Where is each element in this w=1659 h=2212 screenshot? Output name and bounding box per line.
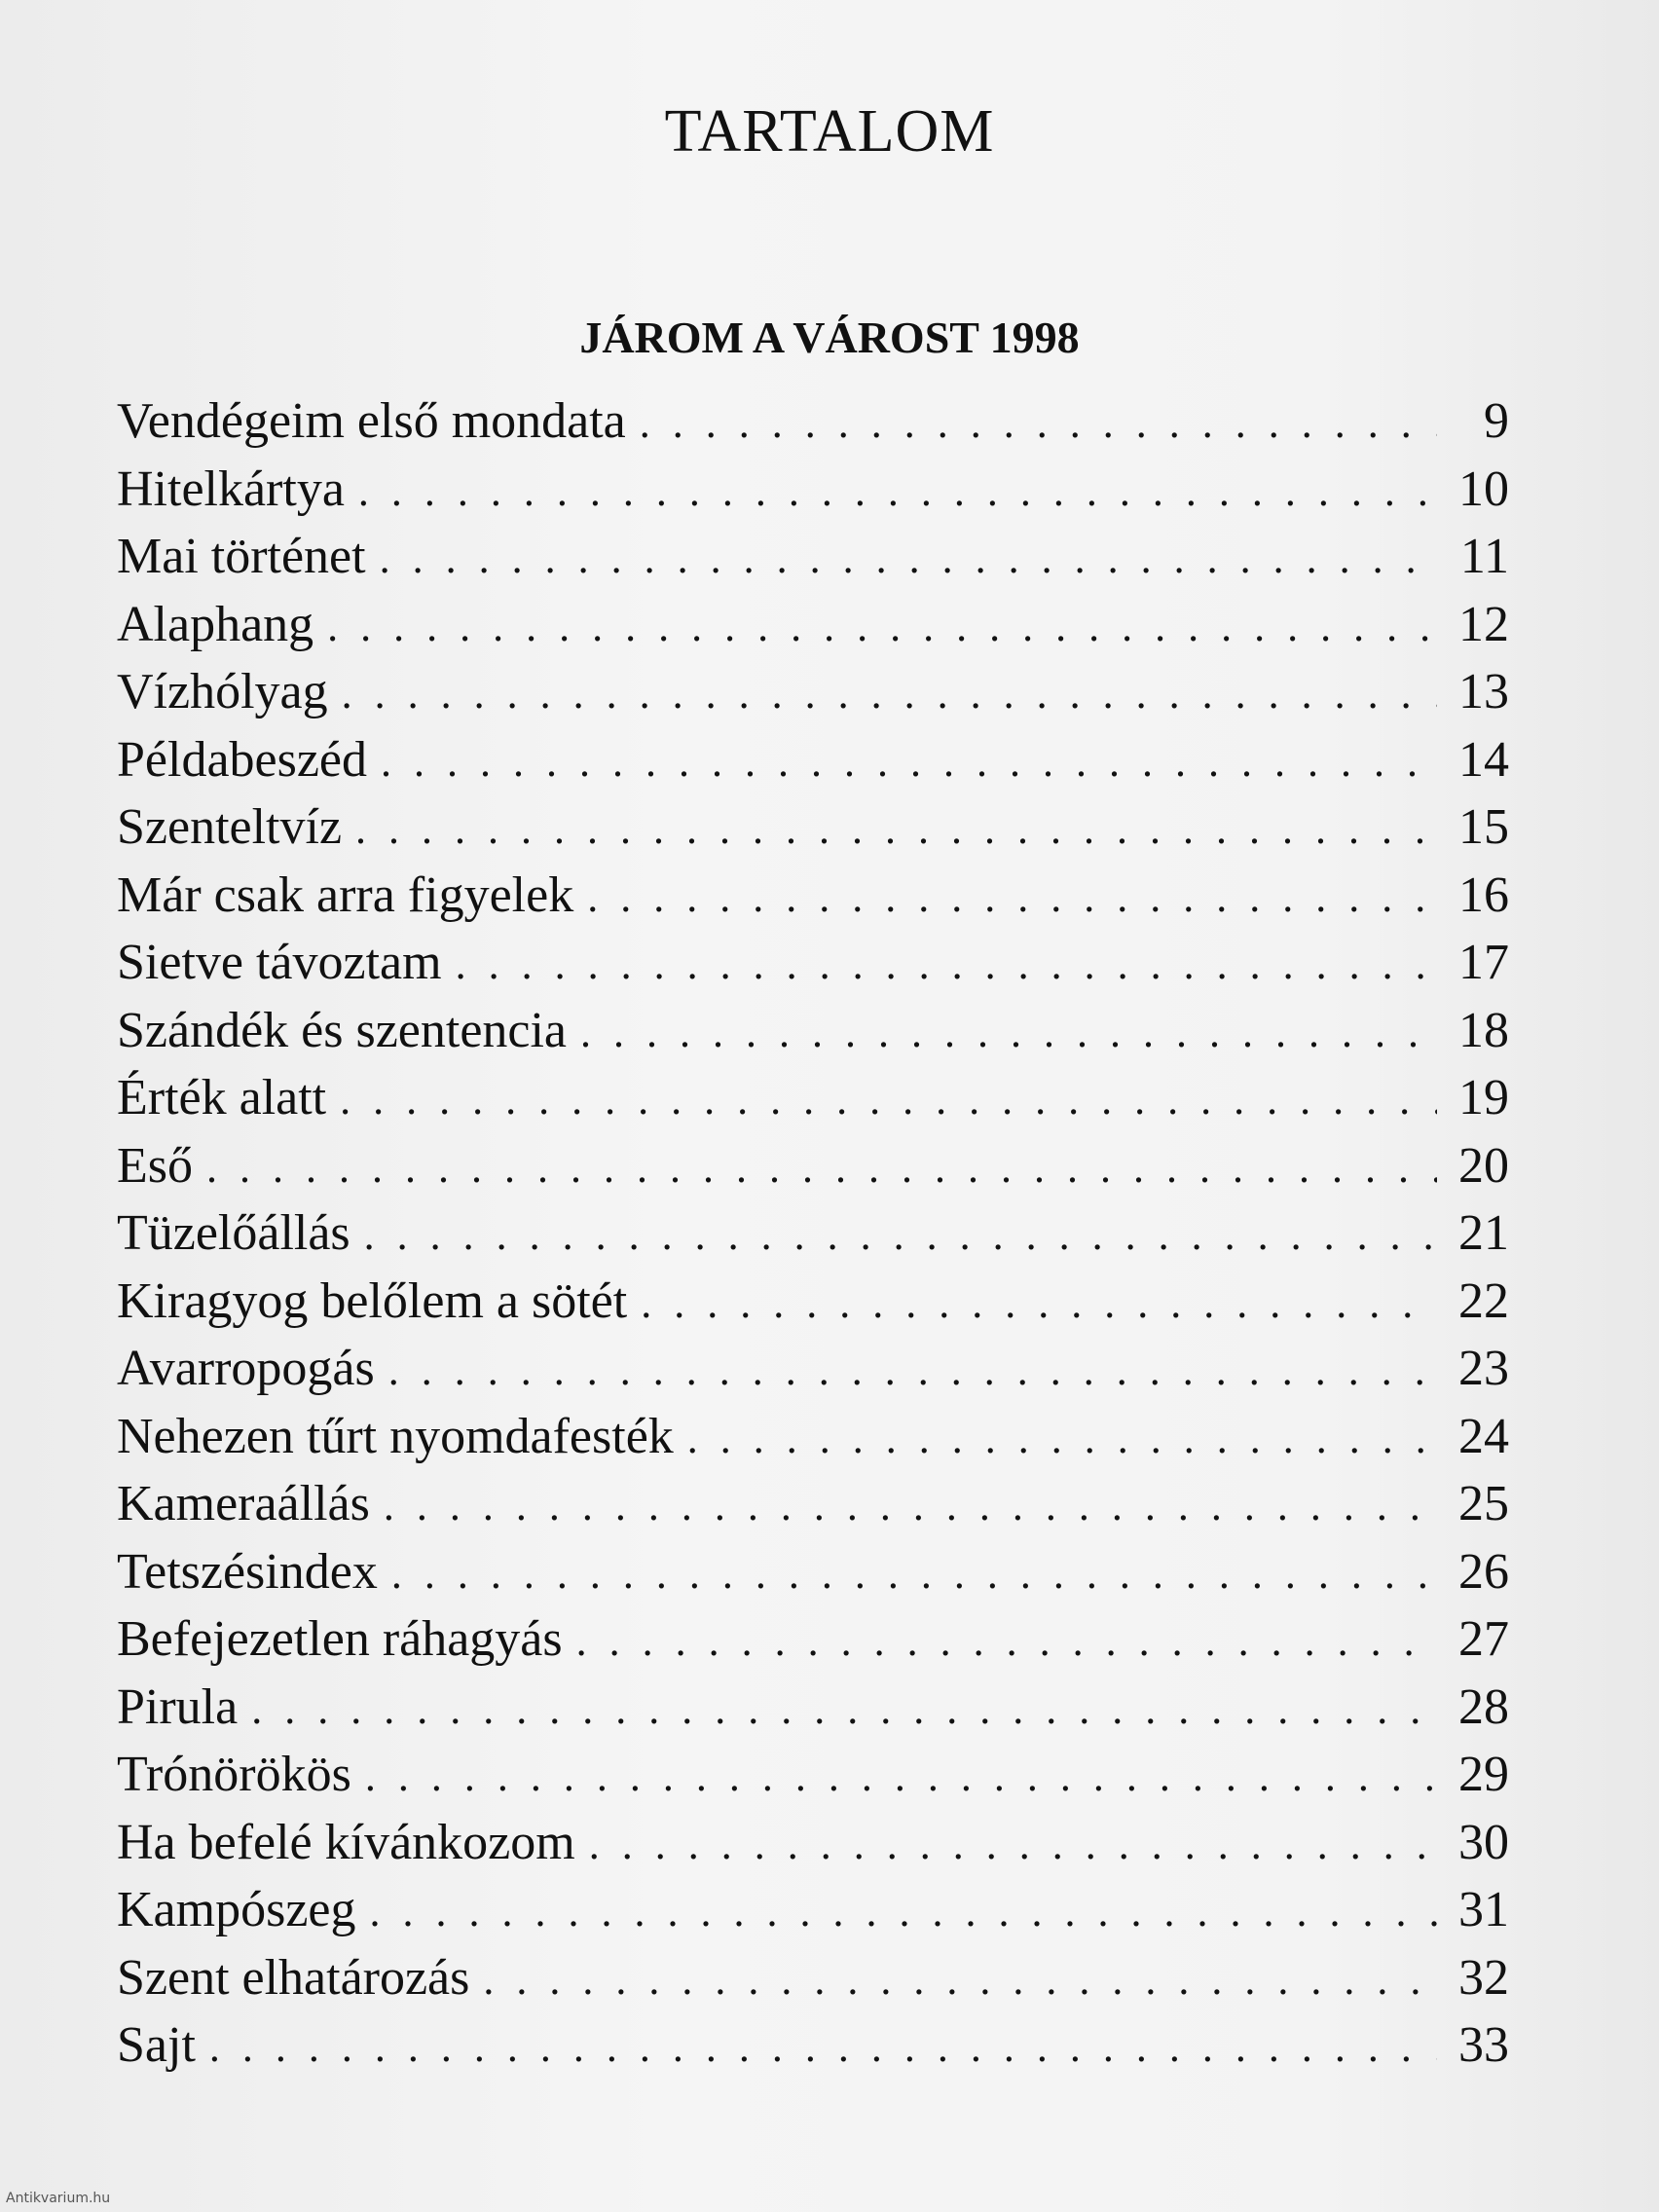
toc-entry	[117, 1876, 1509, 1944]
dot-leader	[641, 1270, 1437, 1338]
toc-entry	[117, 387, 1509, 456]
dot-leader	[369, 1878, 1437, 1946]
dot-leader	[327, 593, 1437, 661]
dot-leader	[587, 864, 1437, 932]
toc-entry	[117, 658, 1509, 726]
toc-entry-title: Alaphang	[117, 596, 314, 652]
toc-entry	[117, 1199, 1509, 1268]
dot-leader	[381, 728, 1437, 796]
dot-leader	[380, 525, 1437, 593]
dot-leader	[365, 1743, 1437, 1811]
toc-entry-page-number: 9	[1484, 393, 1509, 449]
toc-entry-title: Mai történet	[117, 529, 366, 584]
page-title: TARTALOM	[664, 98, 995, 165]
toc-entry	[117, 523, 1509, 591]
toc-entry	[117, 1132, 1509, 1200]
toc-entry-page-number: 17	[1458, 935, 1509, 990]
toc-entry	[117, 1335, 1509, 1403]
toc-entry-title: Befejezetlen ráhagyás	[117, 1611, 563, 1667]
toc-entry	[117, 1538, 1509, 1606]
toc-entry-page-number: 22	[1458, 1272, 1509, 1329]
toc-entry-title: Példabeszéd	[117, 731, 368, 788]
toc-entry-title: Nehezen tűrt nyomdafesték	[117, 1408, 674, 1464]
toc-entry-page-number: 14	[1458, 731, 1509, 788]
toc-entry	[117, 726, 1509, 794]
toc-entry-title: Vízhólyag	[117, 664, 328, 719]
toc-entry-title: Kampószeg	[117, 1882, 356, 1937]
dot-leader	[388, 1337, 1437, 1405]
toc-entry	[117, 997, 1509, 1065]
toc-entry-page-number: 33	[1458, 2017, 1509, 2073]
toc-entry	[117, 1064, 1509, 1132]
toc-entry-title: Avarropogás	[117, 1341, 375, 1396]
dot-leader	[342, 660, 1437, 728]
toc-entry-title: Tetszésindex	[117, 1543, 378, 1600]
dot-leader	[384, 1472, 1437, 1540]
toc-entry	[117, 2011, 1509, 2080]
dot-leader	[589, 1811, 1437, 1879]
toc-entry	[117, 793, 1509, 862]
table-of-contents	[117, 387, 1509, 2080]
toc-entry-title: Sajt	[117, 2017, 196, 2073]
toc-entry-title: Szándék és szentencia	[117, 1002, 568, 1058]
dot-leader	[456, 931, 1437, 999]
toc-entry-page-number: 16	[1458, 866, 1509, 923]
toc-entry-page-number: 24	[1458, 1408, 1509, 1464]
toc-entry-title: Eső	[117, 1137, 193, 1194]
dot-leader	[576, 1607, 1437, 1676]
toc-entry	[117, 1403, 1509, 1471]
section-heading: JÁROM A VÁROST 1998	[579, 313, 1080, 362]
toc-entry-title: Ha befelé kívánkozom	[117, 1814, 575, 1870]
toc-entry-page-number: 18	[1458, 1002, 1509, 1058]
dot-leader	[209, 2013, 1437, 2082]
toc-entry-page-number: 32	[1458, 1949, 1509, 2006]
toc-entry-page-number: 15	[1458, 799, 1509, 855]
toc-entry	[117, 862, 1509, 930]
toc-entry-title: Kiragyog belőlem a sötét	[117, 1272, 628, 1329]
dot-leader	[640, 389, 1437, 458]
toc-entry-title: Szenteltvíz	[117, 799, 343, 855]
watermark: Antikvarium.hu	[6, 2191, 111, 2206]
toc-entry	[117, 591, 1509, 659]
toc-entry-title: Sietve távoztam	[117, 935, 442, 990]
toc-entry	[117, 1674, 1509, 1742]
dot-leader	[206, 1134, 1437, 1202]
toc-entry-title: Érték alatt	[117, 1070, 327, 1125]
toc-entry-title: Trónörökös	[117, 1747, 351, 1802]
toc-entry-title: Tüzelőállás	[117, 1205, 350, 1261]
toc-entry	[117, 929, 1509, 997]
toc-entry-page-number: 25	[1458, 1476, 1509, 1531]
dot-leader	[580, 999, 1437, 1067]
toc-entry	[117, 456, 1509, 524]
toc-entry-title: Vendégeim első mondata	[117, 393, 626, 449]
toc-entry-page-number: 28	[1458, 1678, 1509, 1735]
dot-leader	[358, 458, 1437, 526]
dot-leader	[364, 1201, 1437, 1270]
toc-entry	[117, 1470, 1509, 1538]
toc-entry	[117, 1605, 1509, 1674]
toc-entry-title: Hitelkártya	[117, 461, 345, 517]
dot-leader	[391, 1540, 1437, 1608]
toc-entry-page-number: 21	[1458, 1205, 1509, 1261]
toc-entry-title: Pirula	[117, 1678, 239, 1735]
toc-entry-title: Szent elhatározás	[117, 1949, 470, 2006]
dot-leader	[355, 795, 1437, 864]
toc-entry-page-number: 29	[1458, 1747, 1509, 1802]
toc-entry-page-number: 20	[1458, 1137, 1509, 1194]
toc-entry-page-number: 11	[1459, 529, 1509, 584]
toc-entry-page-number: 26	[1458, 1543, 1509, 1600]
toc-entry-title: Már csak arra figyelek	[117, 866, 574, 923]
dot-leader	[340, 1066, 1437, 1134]
toc-entry-page-number: 19	[1458, 1070, 1509, 1125]
toc-entry	[117, 1741, 1509, 1809]
toc-entry-page-number: 10	[1458, 461, 1509, 517]
toc-entry-page-number: 27	[1458, 1611, 1509, 1667]
dot-leader	[251, 1676, 1437, 1744]
toc-entry-page-number: 30	[1458, 1814, 1509, 1870]
toc-entry-page-number: 12	[1458, 596, 1509, 652]
toc-entry	[117, 1944, 1509, 2012]
toc-entry-page-number: 31	[1458, 1882, 1509, 1937]
toc-entry	[117, 1809, 1509, 1877]
dot-leader	[483, 1946, 1437, 2014]
toc-entry	[117, 1268, 1509, 1336]
toc-entry-page-number: 23	[1458, 1341, 1509, 1396]
toc-entry-title: Kameraállás	[117, 1476, 370, 1531]
dot-leader	[687, 1405, 1437, 1473]
toc-entry-page-number: 13	[1458, 664, 1509, 719]
